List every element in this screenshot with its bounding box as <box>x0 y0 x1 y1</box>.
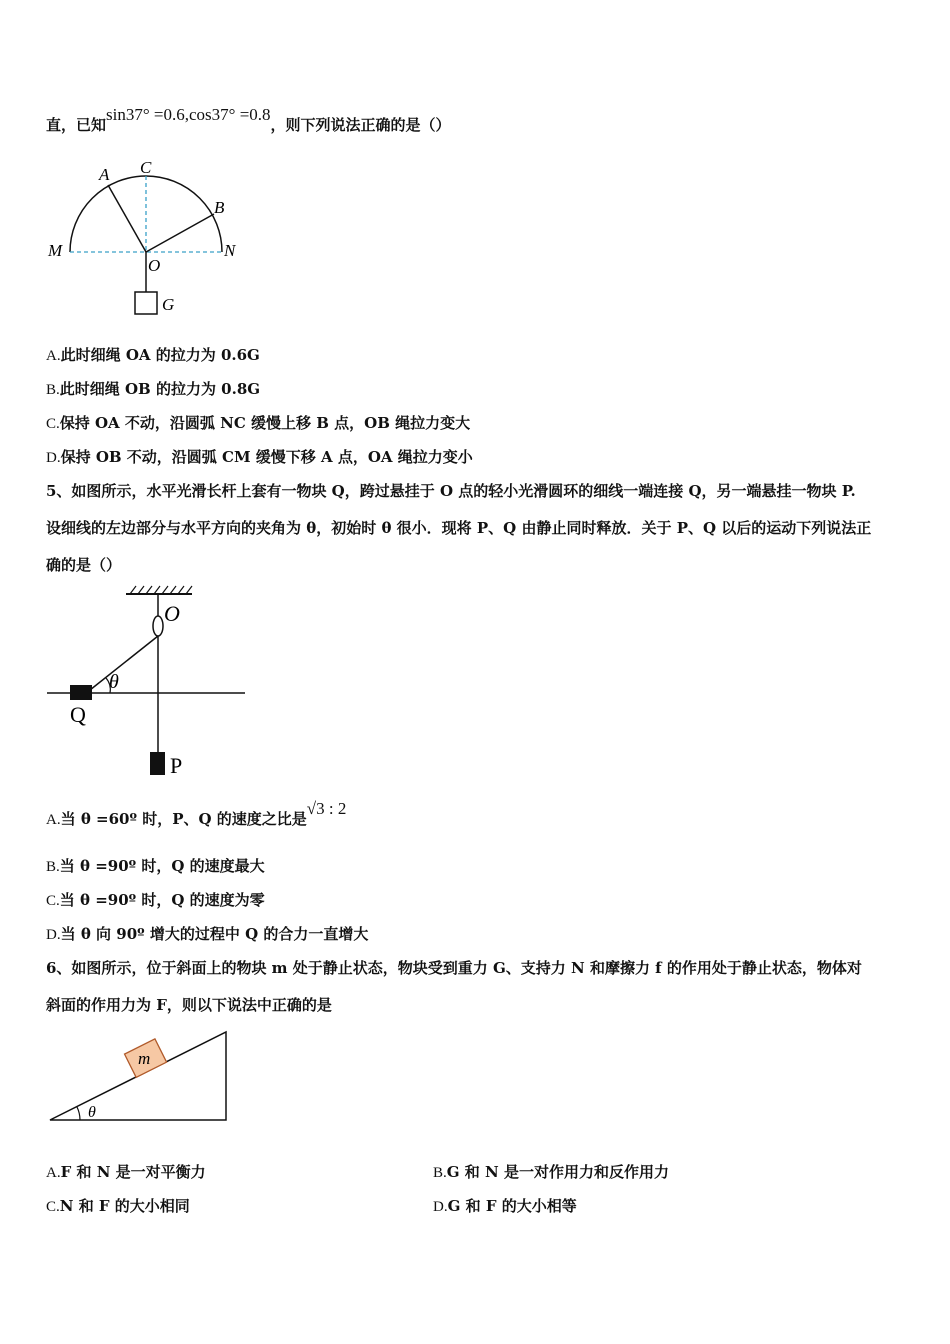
label-g: G <box>162 295 175 314</box>
rope-oa <box>108 185 146 252</box>
q6-option-a[interactable]: A.F 和 N 是一对平衡力 <box>46 1163 206 1181</box>
rope-to-q <box>90 636 158 690</box>
q4-option-a[interactable]: A.此时细绳 OA 的拉力为 0.6G <box>46 346 260 364</box>
q6-stem-line-2: 斜面的作用力为 F，则以下说法中正确的是 <box>46 996 332 1014</box>
q6-option-d[interactable]: D.G 和 F 的大小相等 <box>433 1197 577 1215</box>
label-o: O <box>148 256 161 275</box>
rope-ob <box>146 214 214 252</box>
q4-option-b[interactable]: B.此时细绳 OB 的拉力为 0.8G <box>46 380 261 398</box>
label-m: m <box>138 1049 151 1068</box>
q5-option-a[interactable]: A.当 θ =60º 时，P、Q 的速度之比是√3 : 2 <box>46 799 347 828</box>
label-p: P <box>170 753 183 778</box>
q6-stem-line-1: 6、如图所示，位于斜面上的物块 m 处于静止状态，物块受到重力 G、支持力 N 和摩擦力 f 的作用处于静止状态，物体对 <box>46 959 862 977</box>
q5-stem-line-3: 确的是（） <box>46 556 122 574</box>
q5-figure <box>44 584 254 784</box>
q6-option-b[interactable]: B.G 和 N 是一对作用力和反作用力 <box>433 1163 669 1181</box>
q5-stem-line-2: 设细线的左边部分与水平方向的夹角为 θ，初始时 θ 很小．现将 P、Q 由静止同时释放．关于 P、Q 以后的运动下列说法正 <box>46 519 872 537</box>
q5-option-d[interactable]: D.当 θ 向 90º 增大的过程中 Q 的合力一直增大 <box>46 925 369 943</box>
label-m: M <box>48 241 63 260</box>
sqrt3-ratio: √3 : 2 <box>306 799 347 818</box>
q5-option-c[interactable]: C.当 θ =90º 时，Q 的速度为零 <box>46 891 265 909</box>
q5-option-b[interactable]: B.当 θ =90º 时，Q 的速度最大 <box>46 857 265 875</box>
weight-g <box>135 292 157 314</box>
ring-o <box>153 616 163 636</box>
q4-stem-math: sin37° =0.6,cos37° =0.8 <box>106 105 271 124</box>
label-b: B <box>214 198 225 217</box>
q4-stem-suffix: ，则下列说法正确的是（） <box>270 116 451 134</box>
label-o: O <box>164 601 180 626</box>
q6-option-c[interactable]: C.N 和 F 的大小相同 <box>46 1197 190 1215</box>
label-c: C <box>140 158 152 177</box>
label-theta: θ <box>88 1104 96 1121</box>
label-theta: θ <box>109 671 119 693</box>
block-q <box>70 685 92 700</box>
label-a: A <box>99 165 110 184</box>
label-n: N <box>224 241 236 260</box>
q4-option-d[interactable]: D.保持 OB 不动，沿圆弧 CM 缓慢下移 A 点，OA 绳拉力变小 <box>46 448 473 466</box>
q4-figure <box>40 156 250 321</box>
block-p <box>150 752 165 775</box>
ceiling-hatch <box>130 586 192 594</box>
q4-stem-prefix: 直，已知 <box>46 116 107 134</box>
q5-stem-line-1: 5、如图所示，水平光滑长杆上套有一物块 Q，跨过悬挂于 O 点的轻小光滑圆环的细线一端连接 Q，另一端悬挂一物块 P. <box>46 482 856 500</box>
label-q: Q <box>70 702 86 727</box>
q4-option-c[interactable]: C.保持 OA 不动，沿圆弧 NC 缓慢上移 B 点，OB 绳拉力变大 <box>46 414 471 432</box>
q4-stem <box>46 105 451 135</box>
q6-figure <box>46 1026 236 1126</box>
